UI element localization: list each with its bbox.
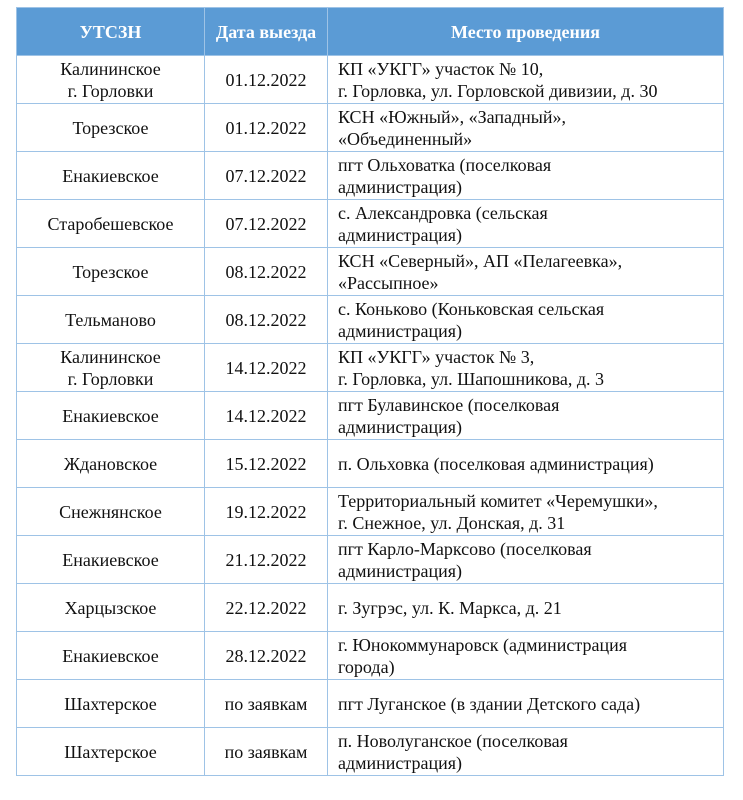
table-row bbox=[17, 440, 724, 488]
utszn-cell: Старобешевское bbox=[17, 200, 205, 248]
table-row bbox=[17, 488, 724, 536]
utszn-cell: Енакиевское bbox=[17, 536, 205, 584]
date-cell: 15.12.2022 bbox=[205, 440, 328, 488]
place-cell: пгт Карло-Марксово (поселковая администрация) bbox=[328, 536, 724, 584]
date-cell: 21.12.2022 bbox=[205, 536, 328, 584]
table-body bbox=[17, 56, 724, 776]
table-row bbox=[17, 248, 724, 296]
utszn-cell: Торезское bbox=[17, 104, 205, 152]
date-cell: 07.12.2022 bbox=[205, 200, 328, 248]
table-row bbox=[17, 536, 724, 584]
table-row bbox=[17, 680, 724, 728]
place-cell: п. Новолуганское (поселковая администрация) bbox=[328, 728, 724, 776]
header-place: Место проведения bbox=[328, 8, 724, 56]
utszn-cell: Ждановское bbox=[17, 440, 205, 488]
utszn-cell: Шахтерское bbox=[17, 728, 205, 776]
place-cell: с. Коньково (Коньковская сельская администрация) bbox=[328, 296, 724, 344]
date-cell: по заявкам bbox=[205, 728, 328, 776]
place-cell: КСН «Южный», «Западный», «Объединенный» bbox=[328, 104, 724, 152]
date-cell: 28.12.2022 bbox=[205, 632, 328, 680]
place-cell: КП «УКГГ» участок № 10, г. Горловка, ул. Горловской дивизии, д. 30 bbox=[328, 56, 724, 104]
utszn-cell: Енакиевское bbox=[17, 152, 205, 200]
place-cell: п. Ольховка (поселковая администрация) bbox=[328, 440, 724, 488]
date-cell: 14.12.2022 bbox=[205, 392, 328, 440]
date-cell: 01.12.2022 bbox=[205, 104, 328, 152]
header-row bbox=[17, 8, 724, 56]
place-cell: КСН «Северный», АП «Пелагеевка», «Рассыпное» bbox=[328, 248, 724, 296]
utszn-cell: Харцызское bbox=[17, 584, 205, 632]
place-cell: пгт Булавинское (поселковая администрация) bbox=[328, 392, 724, 440]
table-row bbox=[17, 152, 724, 200]
header-date: Дата выезда bbox=[205, 8, 328, 56]
place-cell: Территориальный комитет «Черемушки», г. Снежное, ул. Донская, д. 31 bbox=[328, 488, 724, 536]
place-cell: с. Александровка (сельская администрация) bbox=[328, 200, 724, 248]
date-cell: по заявкам bbox=[205, 680, 328, 728]
table-row bbox=[17, 56, 724, 104]
place-cell: г. Зугрэс, ул. К. Маркса, д. 21 bbox=[328, 584, 724, 632]
date-cell: 07.12.2022 bbox=[205, 152, 328, 200]
place-cell: пгт Луганское (в здании Детского сада) bbox=[328, 680, 724, 728]
table-row bbox=[17, 632, 724, 680]
utszn-cell: Торезское bbox=[17, 248, 205, 296]
date-cell: 14.12.2022 bbox=[205, 344, 328, 392]
date-cell: 22.12.2022 bbox=[205, 584, 328, 632]
table-row bbox=[17, 104, 724, 152]
date-cell: 01.12.2022 bbox=[205, 56, 328, 104]
date-cell: 08.12.2022 bbox=[205, 248, 328, 296]
place-cell: пгт Ольховатка (поселковая администрация) bbox=[328, 152, 724, 200]
table-row bbox=[17, 200, 724, 248]
table-row bbox=[17, 728, 724, 776]
schedule-sheet bbox=[16, 7, 724, 776]
date-cell: 08.12.2022 bbox=[205, 296, 328, 344]
utszn-cell: Енакиевское bbox=[17, 392, 205, 440]
utszn-cell: Тельманово bbox=[17, 296, 205, 344]
utszn-cell: Снежнянское bbox=[17, 488, 205, 536]
schedule-table bbox=[16, 7, 724, 776]
header-utszn: УТСЗН bbox=[17, 8, 205, 56]
table-row bbox=[17, 344, 724, 392]
table-row bbox=[17, 392, 724, 440]
utszn-cell: Шахтерское bbox=[17, 680, 205, 728]
utszn-cell: Енакиевское bbox=[17, 632, 205, 680]
table-row bbox=[17, 296, 724, 344]
utszn-cell: Калининское г. Горловки bbox=[17, 56, 205, 104]
date-cell: 19.12.2022 bbox=[205, 488, 328, 536]
table-row bbox=[17, 584, 724, 632]
utszn-cell: Калининское г. Горловки bbox=[17, 344, 205, 392]
place-cell: г. Юнокоммунаровск (администрация города) bbox=[328, 632, 724, 680]
place-cell: КП «УКГГ» участок № 3, г. Горловка, ул. Шапошникова, д. 3 bbox=[328, 344, 724, 392]
